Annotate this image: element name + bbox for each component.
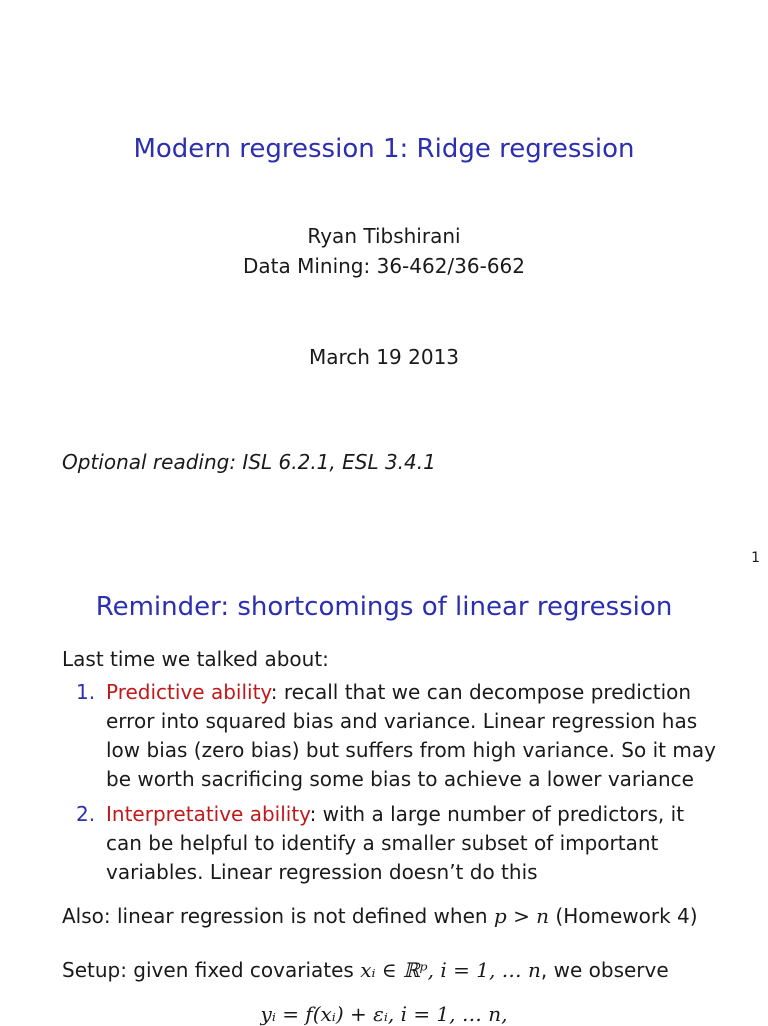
list-number: 2. — [76, 802, 96, 826]
list-term: Interpretative ability — [106, 802, 310, 826]
course-name: Data Mining: 36-462/36-662 — [242, 254, 526, 278]
setup-math: xᵢ ∈ ℝᵖ, i = 1, … n — [360, 958, 541, 982]
page-number: 1 — [751, 550, 760, 566]
slide-title: Reminder: shortcomings of linear regression — [95, 592, 673, 622]
list-number: 1. — [76, 680, 96, 704]
list-body — [106, 800, 716, 887]
also-suffix: (Homework 4) — [549, 904, 698, 928]
model-equation: yᵢ = f(xᵢ) + εᵢ, i = 1, … n, — [260, 1002, 508, 1026]
list-item — [76, 800, 716, 887]
list-item — [76, 678, 716, 794]
setup-prefix: Setup: given fixed covariates — [62, 958, 361, 982]
intro-text: Last time we talked about: — [62, 647, 329, 671]
lecture-date: March 19 2013 — [308, 345, 460, 369]
setup-suffix: , we observe — [540, 958, 669, 982]
list-text: : recall that we can decompose prediction error into squared bias and variance. Linear regression has low bias (zero bias) but suffers from high variance. So it may be worth sacrificing some bias to achieve a lower variance — [106, 680, 716, 791]
also-prefix: Also: linear regression is not defined when — [62, 904, 494, 928]
slide-title: Modern regression 1: Ridge regression — [133, 134, 635, 164]
setup-text — [62, 958, 669, 982]
author-name: Ryan Tibshirani — [307, 224, 461, 248]
list-body — [106, 678, 716, 794]
also-text — [62, 904, 698, 928]
also-math: p > n — [493, 904, 550, 928]
list-term: Predictive ability — [106, 680, 271, 704]
list-text: : with a large number of predictors, it can be helpful to identify a smaller subset of important variables. Linear regression doesn’t do this — [106, 802, 685, 884]
optional-reading: Optional reading: ISL 6.2.1, ESL 3.4.1 — [62, 450, 436, 474]
